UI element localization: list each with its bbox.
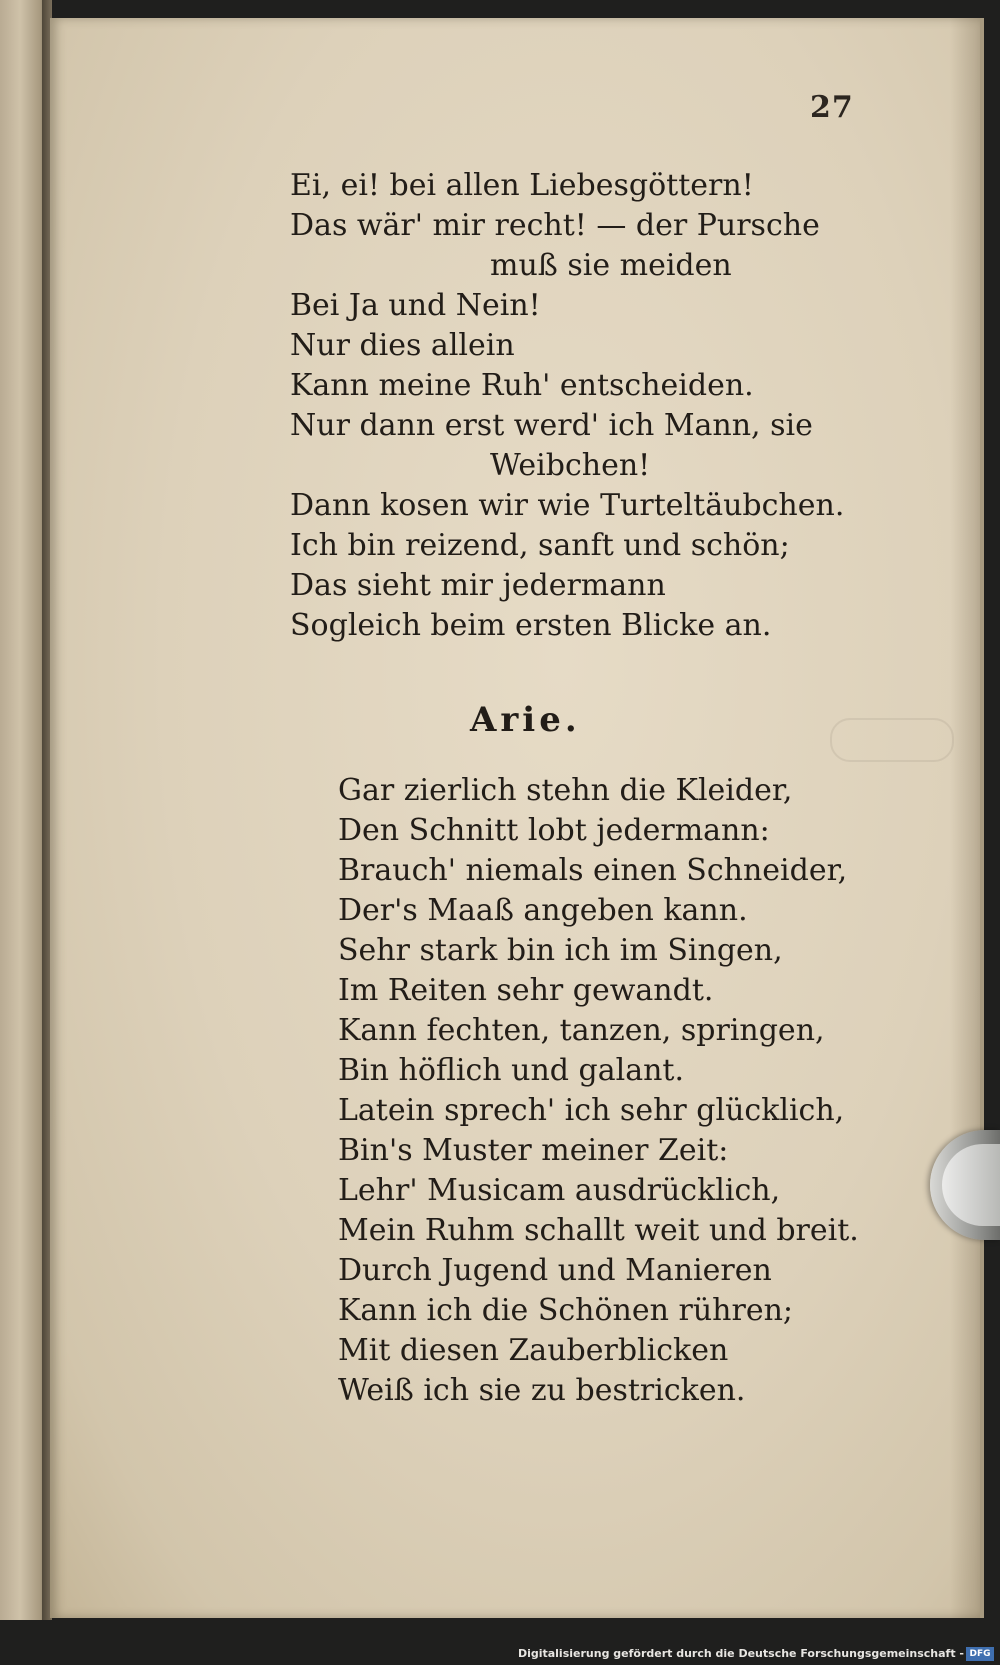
verse-line: Sogleich beim ersten Blicke an. (290, 608, 772, 643)
verse-line: Bin höflich und galant. (338, 1053, 685, 1088)
verse-line: Im Reiten sehr gewandt. (338, 973, 714, 1008)
verse-line: Nur dies allein (290, 328, 515, 363)
verse-line: Ei, ei! bei allen Liebesgöttern! (290, 168, 754, 203)
verse-line: Mit diesen Zauberblicken (338, 1333, 729, 1368)
verse-line: Mein Ruhm schallt weit und breit. (338, 1213, 859, 1248)
verse-line: Den Schnitt lobt jedermann: (338, 813, 770, 848)
verse-line: Der's Maaß angeben kann. (338, 893, 748, 928)
stanza-title: Arie. (470, 700, 581, 740)
page-number: 27 (810, 90, 854, 125)
verse-line: Das sieht mir jedermann (290, 568, 666, 603)
page-clip-inner (942, 1144, 1000, 1226)
dfg-logo: DFG (966, 1647, 994, 1661)
verse-line: Bin's Muster meiner Zeit: (338, 1133, 729, 1168)
page-shadow (950, 18, 980, 1618)
verse-line: Nur dann erst werd' ich Mann, sie (290, 408, 813, 443)
verse-line: Durch Jugend und Manieren (338, 1253, 772, 1288)
verse-line: Weiß ich sie zu bestricken. (338, 1373, 746, 1408)
verse-block-first (290, 166, 844, 646)
verse-line: Lehr' Musicam ausdrücklich, (338, 1173, 781, 1208)
verse-line: Latein sprech' ich sehr glücklich, (338, 1093, 845, 1128)
verse-line: Bei Ja und Nein! (290, 288, 541, 323)
verse-line: Kann fechten, tanzen, springen, (338, 1013, 825, 1048)
verse-block-arie (338, 771, 859, 1411)
verse-line: muß sie meiden (490, 248, 732, 283)
verse-line: Brauch' niemals einen Schneider, (338, 853, 848, 888)
faint-stamp (830, 718, 954, 762)
verse-line: Gar zierlich stehn die Kleider, (338, 773, 793, 808)
digitization-credit: Digitalisierung gefördert durch die Deutsche Forschungsgemeinschaft - (517, 1647, 964, 1660)
verse-line: Kann meine Ruh' entscheiden. (290, 368, 754, 403)
verse-line: Dann kosen wir wie Turteltäubchen. (290, 488, 845, 523)
verse-line: Ich bin reizend, sanft und schön; (290, 528, 790, 563)
book-page (50, 18, 984, 1618)
verse-line: Sehr stark bin ich im Singen, (338, 933, 783, 968)
verse-line: Kann ich die Schönen rühren; (338, 1293, 793, 1328)
verse-line: Weibchen! (490, 448, 651, 483)
verse-line: Das wär' mir recht! — der Pursche (290, 208, 820, 243)
